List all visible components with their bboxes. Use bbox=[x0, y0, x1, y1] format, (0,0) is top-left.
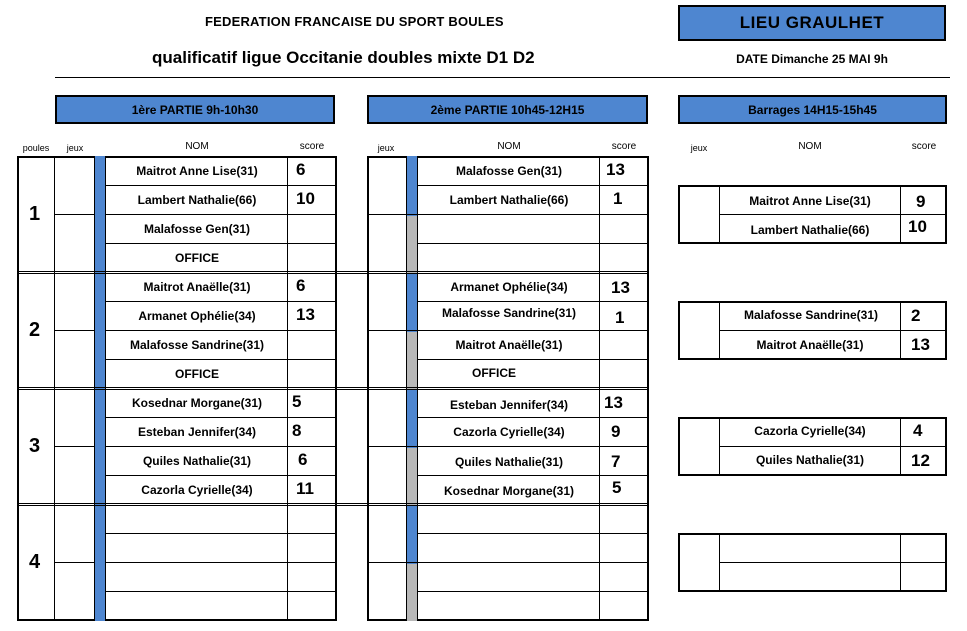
barrage-player-name: Maitrot Anne Lise(31) bbox=[749, 194, 871, 208]
row-line bbox=[55, 214, 94, 215]
strip-partie-2 bbox=[406, 332, 418, 389]
row-line bbox=[55, 562, 94, 563]
banner-barrages bbox=[678, 95, 947, 124]
p1-player-name: OFFICE bbox=[175, 367, 219, 381]
row-line bbox=[368, 330, 648, 331]
row-line bbox=[368, 446, 648, 447]
row-line bbox=[418, 301, 648, 302]
header-score-p2: score bbox=[611, 141, 637, 152]
p2-player-score: 9 bbox=[611, 422, 621, 441]
p2-player-name: Malafosse Gen(31) bbox=[455, 164, 563, 178]
poule-separator bbox=[17, 271, 649, 274]
row-line bbox=[368, 562, 648, 563]
barrage-player-score: 4 bbox=[913, 421, 923, 440]
p2-player-score: 1 bbox=[613, 189, 623, 208]
p2-player-name: OFFICE bbox=[472, 366, 516, 380]
strip-partie-2 bbox=[406, 156, 418, 216]
banner-partie-1 bbox=[55, 95, 335, 124]
header-nom-p1: NOM bbox=[185, 141, 209, 152]
row-line bbox=[719, 562, 946, 563]
banner-barrages-label: Barrages 14H15-15h45 bbox=[748, 102, 877, 117]
p1-player-name: Malafosse Gen(31) bbox=[143, 222, 251, 236]
row-line bbox=[106, 359, 336, 360]
header-score-barrages: score bbox=[911, 141, 937, 152]
barrage-player-name: Maitrot Anaëlle(31) bbox=[756, 338, 864, 352]
barrage-player-score: 12 bbox=[911, 451, 930, 470]
banner-partie-2 bbox=[367, 95, 648, 124]
poule-separator bbox=[17, 387, 649, 390]
p1-player-score: 8 bbox=[292, 421, 302, 440]
p2-player-score: 5 bbox=[612, 478, 622, 497]
row-line bbox=[106, 330, 336, 331]
poule-number: 4 bbox=[29, 551, 41, 573]
p1-player-name: Maitrot Anne Lise(31) bbox=[136, 164, 258, 178]
p2-player-score: 1 bbox=[615, 308, 625, 327]
strip-partie-2 bbox=[406, 564, 418, 621]
row-line bbox=[418, 417, 648, 418]
row-line bbox=[719, 446, 946, 447]
row-line bbox=[418, 533, 648, 534]
strip-partie-2 bbox=[406, 448, 418, 505]
p2-player-score: 7 bbox=[611, 452, 621, 471]
row-line bbox=[106, 562, 336, 563]
p1-player-score: 5 bbox=[292, 392, 302, 411]
barrage-player-score: 9 bbox=[916, 192, 926, 211]
barrage-player-score: 10 bbox=[908, 217, 927, 236]
p2-player-score: 13 bbox=[611, 278, 630, 297]
header-jeux-p1: jeux bbox=[66, 143, 84, 153]
p1-player-name: Esteban Jennifer(34) bbox=[137, 425, 257, 439]
banner-partie-2-label: 2ème PARTIE 10h45-12H15 bbox=[430, 102, 585, 117]
header-divider bbox=[55, 77, 950, 78]
row-line bbox=[106, 591, 336, 592]
lieu-box bbox=[678, 5, 946, 41]
p1-player-score: 11 bbox=[296, 479, 314, 498]
strip-partie-2 bbox=[406, 505, 418, 564]
header-jeux-p2: jeux bbox=[377, 143, 395, 153]
poule-separator bbox=[337, 503, 367, 506]
p2-player-name: Cazorla Cyrielle(34) bbox=[453, 425, 565, 439]
p1-player-name: Quiles Nathalie(31) bbox=[142, 454, 252, 468]
row-line bbox=[106, 475, 336, 476]
p2-player-name: Lambert Nathalie(66) bbox=[449, 193, 569, 207]
p1-player-score: 6 bbox=[296, 276, 306, 295]
row-line bbox=[418, 185, 648, 186]
banner-partie-1-label: 1ère PARTIE 9h-10h30 bbox=[131, 102, 259, 117]
federation-title: FEDERATION FRANCAISE DU SPORT BOULES bbox=[205, 14, 504, 29]
strip-partie-2 bbox=[406, 273, 418, 332]
p1-player-score: 6 bbox=[296, 160, 306, 179]
p1-player-name: OFFICE bbox=[175, 251, 219, 265]
p2-player-name: Quiles Nathalie(31) bbox=[454, 455, 564, 469]
p1-player-score: 6 bbox=[298, 450, 308, 469]
p2-player-score: 13 bbox=[606, 160, 625, 179]
strip-partie-2 bbox=[406, 389, 418, 448]
p1-player-score: 13 bbox=[296, 305, 315, 324]
header-nom-p2: NOM bbox=[497, 141, 521, 152]
row-line bbox=[719, 214, 946, 215]
row-line bbox=[418, 243, 648, 244]
barrage-player-name: Malafosse Sandrine(31) bbox=[743, 308, 879, 322]
row-line bbox=[368, 214, 648, 215]
p2-player-name: Maitrot Anaëlle(31) bbox=[455, 338, 563, 352]
row-line bbox=[106, 214, 336, 215]
p2-player-score: 13 bbox=[604, 393, 623, 412]
poule-number: 1 bbox=[29, 203, 41, 225]
p1-player-score: 10 bbox=[296, 189, 315, 208]
date-label: DATE Dimanche 25 MAI 9h bbox=[736, 52, 888, 66]
row-line bbox=[106, 533, 336, 534]
p1-player-name: Kosednar Morgane(31) bbox=[131, 396, 263, 410]
row-line bbox=[106, 243, 336, 244]
barrage-player-score: 13 bbox=[911, 335, 930, 354]
poule-number: 2 bbox=[29, 319, 41, 341]
barrage-player-name: Quiles Nathalie(31) bbox=[755, 453, 865, 467]
strip-partie-2 bbox=[406, 216, 418, 273]
p1-player-name: Malafosse Sandrine(31) bbox=[129, 338, 265, 352]
poule-separator bbox=[337, 271, 367, 274]
row-line bbox=[55, 330, 94, 331]
row-line bbox=[106, 301, 336, 302]
header-nom-barrages: NOM bbox=[798, 141, 822, 152]
p2-player-name: Armanet Ophélie(34) bbox=[450, 280, 568, 294]
poule-number: 3 bbox=[29, 435, 41, 457]
header-score-p1: score bbox=[299, 141, 325, 152]
row-line bbox=[106, 446, 336, 447]
row-line bbox=[55, 446, 94, 447]
row-line bbox=[418, 359, 648, 360]
competition-subtitle: qualificatif ligue Occitanie doubles mixte D1 D2 bbox=[152, 48, 535, 67]
p2-player-name: Esteban Jennifer(34) bbox=[449, 398, 569, 412]
lieu-label: LIEU GRAULHET bbox=[739, 13, 885, 32]
p1-player-name: Armanet Ophélie(34) bbox=[138, 309, 256, 323]
p1-player-name: Maitrot Anaëlle(31) bbox=[143, 280, 251, 294]
barrage-player-name: Cazorla Cyrielle(34) bbox=[754, 424, 866, 438]
row-line bbox=[418, 591, 648, 592]
barrage-player-name: Lambert Nathalie(66) bbox=[750, 223, 870, 237]
poule-separator bbox=[337, 387, 367, 390]
header-jeux-barrages: jeux bbox=[690, 143, 708, 153]
p1-player-name: Cazorla Cyrielle(34) bbox=[141, 483, 253, 497]
header-poules: poules bbox=[22, 143, 50, 153]
poule-separator bbox=[17, 503, 649, 506]
row-line bbox=[719, 330, 946, 331]
p1-player-name: Lambert Nathalie(66) bbox=[137, 193, 257, 207]
p2-player-name: Kosednar Morgane(31) bbox=[443, 484, 575, 498]
row-line bbox=[106, 185, 336, 186]
row-line bbox=[418, 475, 648, 476]
p2-player-name: Malafosse Sandrine(31) bbox=[441, 306, 577, 320]
row-line bbox=[106, 417, 336, 418]
barrage-player-score: 2 bbox=[911, 306, 921, 325]
